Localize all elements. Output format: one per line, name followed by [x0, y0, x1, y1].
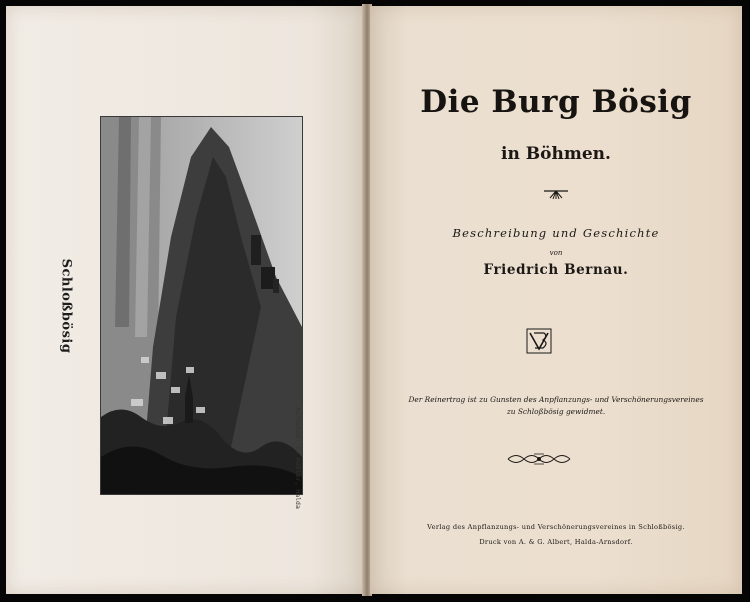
title-page — [370, 6, 742, 594]
book-description: Beschreibung und Geschichte — [452, 226, 660, 240]
scroll-ornament-icon — [506, 450, 572, 468]
by-line: von — [549, 249, 563, 257]
dedication-line-2: zu Schloßbösig gewidmet. — [506, 407, 606, 416]
castle-hill-photo — [101, 117, 302, 494]
vignette-ornament — [506, 450, 572, 472]
photo-credit: Aufnahme: C. Rößler, Halda — [294, 407, 302, 509]
vb-monogram-icon — [526, 328, 552, 354]
frontispiece-photo — [100, 116, 303, 495]
author-name: Friedrich Bernau. — [483, 262, 629, 278]
left-page — [6, 6, 364, 594]
book-title: Die Burg Bösig — [420, 84, 692, 120]
dedication-line-1: Der Reinertrag ist zu Gunsten des Anpflanzungs- und Verschönerungsvereines — [408, 395, 704, 404]
publisher-line: Verlag des Anpflanzungs- und Verschönerungsvereines in Schloßbösig. — [427, 523, 685, 531]
fleuron-ornament — [370, 188, 742, 203]
fan-ornament-icon — [543, 188, 569, 200]
book-subtitle: in Böhmen. — [501, 144, 611, 164]
imprint — [370, 520, 742, 550]
publisher-monogram — [526, 328, 552, 358]
photo-caption: Schloßbösig — [58, 258, 74, 354]
dedication-text — [370, 394, 742, 418]
printer-line: Druck von A. & G. Albert, Halda-Arnsdorf. — [479, 538, 633, 546]
